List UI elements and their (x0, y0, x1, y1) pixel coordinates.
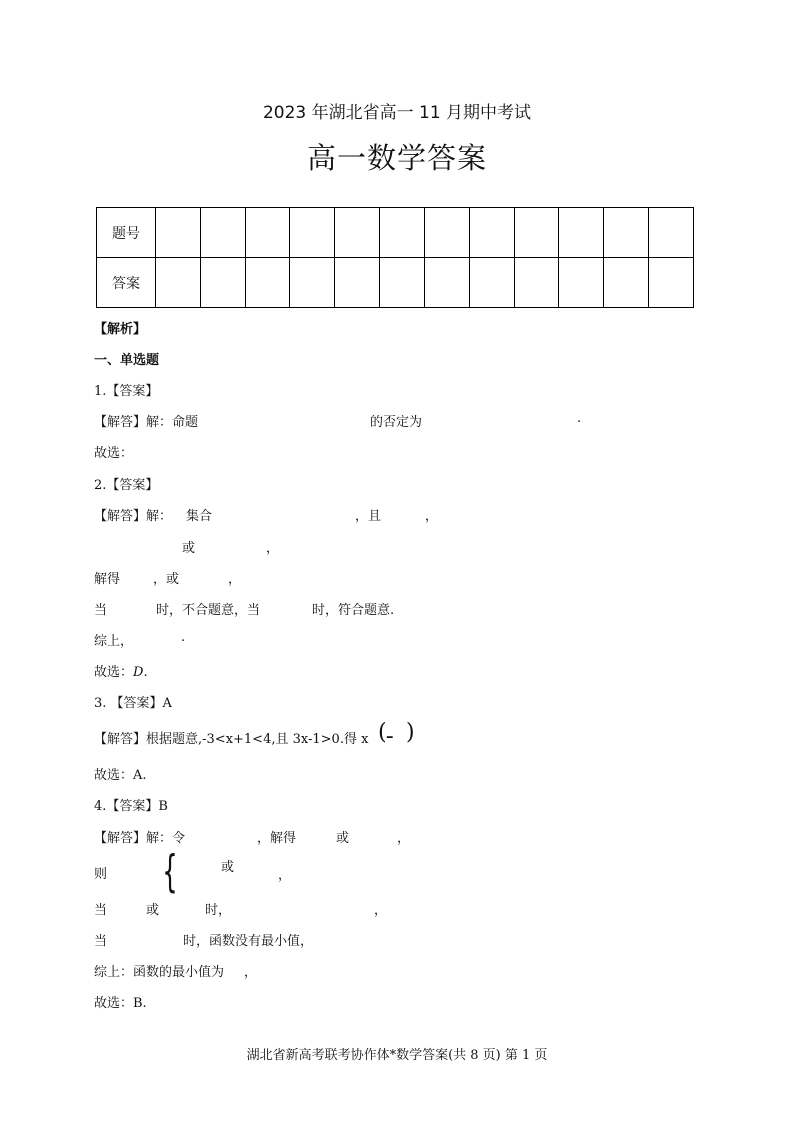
q4-or-text: 或 (221, 860, 235, 875)
q2-set-text: 集合 (186, 509, 213, 524)
q4-comma: ， (397, 831, 411, 846)
q4-solution-start: 【解答】解：令 (94, 831, 186, 846)
table-cell (335, 258, 380, 308)
q2-comma: ， (228, 572, 242, 587)
q3-minus-sign: – (386, 727, 394, 745)
table-cell (245, 258, 290, 308)
q2-solution-start: 【解答】解： (94, 509, 173, 524)
table-cell (649, 258, 694, 308)
table-cell (290, 208, 335, 258)
q2-heading: 2.【答案】 (94, 478, 159, 493)
table-row-question-number (97, 208, 694, 258)
q3-heading: 3. 【答案】A (94, 696, 172, 711)
q2-choice-period: . (143, 665, 148, 680)
table-row-answer (97, 258, 694, 308)
exam-title: 2023 年湖北省高一 11 月期中考试 (262, 103, 532, 123)
table-cell (335, 208, 380, 258)
table-cell (604, 208, 649, 258)
table-cell (290, 258, 335, 308)
q2-solve-text: 解得 (94, 572, 121, 587)
table-cell (469, 258, 514, 308)
q4-when-end: 时， (205, 903, 232, 918)
q3-close-paren: ) (406, 720, 415, 745)
q2-choice (94, 661, 148, 680)
table-cell (380, 208, 425, 258)
q1-period: . (577, 411, 582, 426)
answer-table (96, 207, 694, 308)
q2-or-text: ，或 (153, 572, 180, 587)
q4-or-text: 或 (336, 831, 350, 846)
q4-choice: 故选：B. (94, 996, 147, 1011)
table-cell (469, 208, 514, 258)
table-cell (514, 208, 559, 258)
q3-choice: 故选：A. (94, 768, 147, 783)
row-label-question-number: 题号 (97, 208, 156, 258)
q1-negation-text: 的否定为 (370, 415, 423, 430)
q2-comma: ， (425, 509, 439, 524)
q4-when-text: 当 (94, 903, 108, 918)
q4-summary-text: 综上：函数的最小值为 (94, 965, 225, 980)
analysis-heading: 【解析】 (94, 322, 147, 337)
page-footer: 湖北省新高考联考协作体*数学答案(共 8 页) 第 1 页 (246, 1048, 548, 1063)
q3-solution: 【解答】根据题意,-3<x+1<4,且 3x-1>0.得 x (94, 732, 369, 747)
q2-invalid-text: 时，不合题意，当 (156, 603, 261, 618)
table-cell (200, 208, 245, 258)
q2-comma: ， (266, 541, 280, 556)
q2-and-text: ，且 (355, 509, 382, 524)
q3-open-paren: ( (378, 720, 387, 745)
q1-heading: 1.【答案】 (94, 384, 159, 399)
q2-when-text: 当 (94, 603, 108, 618)
answer-title: 高一数学答案 (306, 141, 487, 175)
table-cell (156, 258, 201, 308)
table-cell (604, 258, 649, 308)
q2-valid-text: 时，符合题意. (312, 603, 395, 618)
q4-comma: ， (244, 965, 258, 980)
table-cell (200, 258, 245, 308)
q4-or-text: 或 (146, 903, 160, 918)
piecewise-brace: { (162, 846, 178, 897)
q2-summary-text: 综上， (94, 634, 134, 649)
table-cell (424, 258, 469, 308)
single-choice-heading: 一、单选题 (94, 353, 160, 368)
table-cell (649, 208, 694, 258)
q4-no-min-text: 时，函数没有最小值， (183, 934, 314, 949)
row-label-answer: 答案 (97, 258, 156, 308)
table-cell (514, 258, 559, 308)
table-cell (424, 208, 469, 258)
q4-heading: 4.【答案】B (94, 799, 168, 814)
q4-then-text: 则 (94, 867, 108, 882)
q2-choice-letter: D (133, 665, 144, 680)
q2-choice-label: 故选： (94, 665, 134, 680)
table-cell (559, 258, 604, 308)
q4-comma: ， (278, 868, 292, 883)
q2-or-text: 或 (182, 541, 196, 556)
q4-comma: ， (374, 903, 388, 918)
table-cell (380, 258, 425, 308)
q4-when-text-2: 当 (94, 934, 108, 949)
table-cell (245, 208, 290, 258)
q1-choice: 故选： (94, 446, 134, 461)
q1-solution-start: 【解答】解：命题 (94, 415, 199, 430)
table-cell (559, 208, 604, 258)
q2-period: . (181, 630, 186, 645)
q4-solve-text: ，解得 (257, 831, 297, 846)
table-cell (156, 208, 201, 258)
